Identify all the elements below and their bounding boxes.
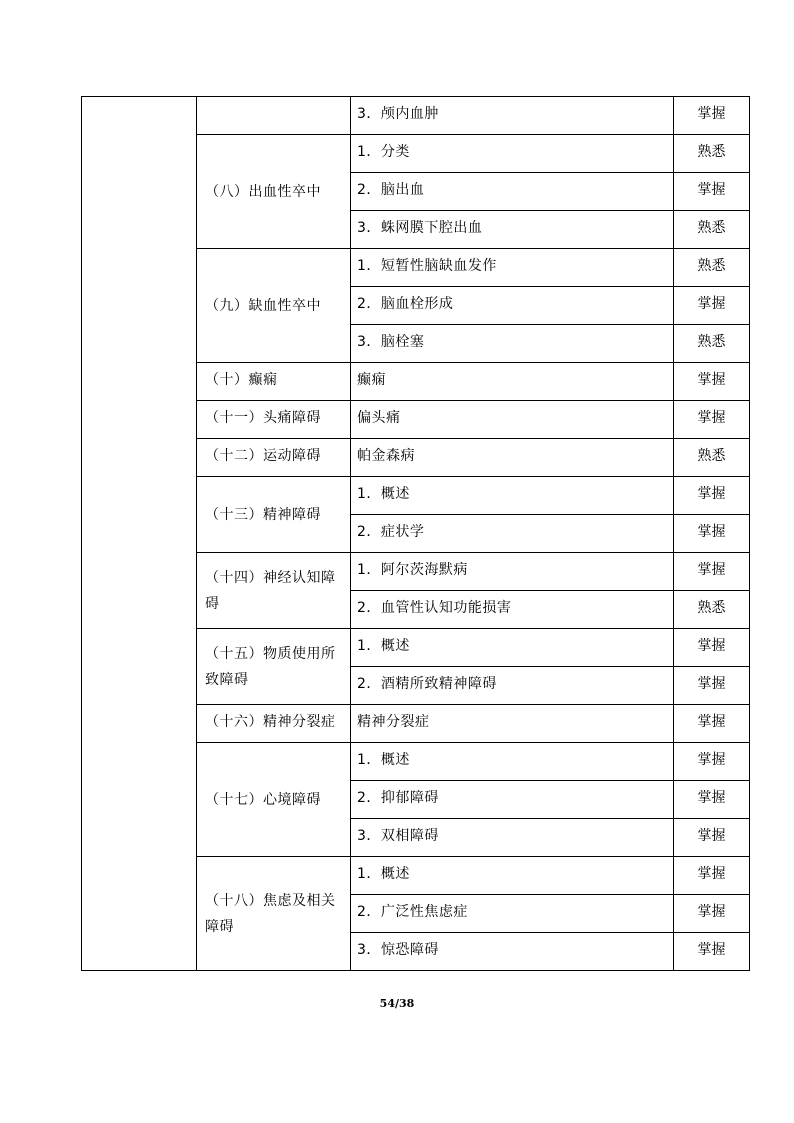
item-cell: 2．症状学 — [351, 515, 674, 553]
item-cell: 3．脑栓塞 — [351, 325, 674, 363]
level-cell: 熟悉 — [674, 439, 750, 477]
section-cell: （十六）精神分裂症 — [197, 705, 351, 743]
level-cell: 掌握 — [674, 743, 750, 781]
item-cell: 1．概述 — [351, 743, 674, 781]
item-cell: 2．抑郁障碍 — [351, 781, 674, 819]
level-cell: 熟悉 — [674, 325, 750, 363]
item-cell: 2．酒精所致精神障碍 — [351, 667, 674, 705]
section-cell: （九）缺血性卒中 — [197, 249, 351, 363]
item-cell: 精神分裂症 — [351, 705, 674, 743]
item-cell: 偏头痛 — [351, 401, 674, 439]
section-cell: （十七）心境障碍 — [197, 743, 351, 857]
level-cell: 掌握 — [674, 895, 750, 933]
section-cell: （八）出血性卒中 — [197, 135, 351, 249]
item-cell: 1．概述 — [351, 629, 674, 667]
section-cell: （十二）运动障碍 — [197, 439, 351, 477]
item-cell: 2．血管性认知功能损害 — [351, 591, 674, 629]
item-cell: 2．广泛性焦虑症 — [351, 895, 674, 933]
level-cell: 掌握 — [674, 629, 750, 667]
level-cell: 掌握 — [674, 515, 750, 553]
section-cell: （十一）头痛障碍 — [197, 401, 351, 439]
item-cell: 1．阿尔茨海默病 — [351, 553, 674, 591]
level-cell: 掌握 — [674, 477, 750, 515]
page-number: 54/38 — [379, 997, 415, 1010]
item-cell: 1．短暂性脑缺血发作 — [351, 249, 674, 287]
level-cell: 掌握 — [674, 173, 750, 211]
item-cell: 1．概述 — [351, 477, 674, 515]
section-cell — [197, 97, 351, 135]
level-cell: 掌握 — [674, 705, 750, 743]
level-cell: 掌握 — [674, 667, 750, 705]
section-cell: （十三）精神障碍 — [197, 477, 351, 553]
level-cell: 掌握 — [674, 781, 750, 819]
table-row — [82, 97, 750, 135]
level-cell: 掌握 — [674, 97, 750, 135]
item-cell: 3．颅内血肿 — [351, 97, 674, 135]
level-cell: 熟悉 — [674, 591, 750, 629]
item-cell: 2．脑血栓形成 — [351, 287, 674, 325]
level-cell: 熟悉 — [674, 211, 750, 249]
level-cell: 掌握 — [674, 819, 750, 857]
level-cell: 掌握 — [674, 287, 750, 325]
level-cell: 熟悉 — [674, 249, 750, 287]
level-cell: 熟悉 — [674, 135, 750, 173]
item-cell: 1．概述 — [351, 857, 674, 895]
section-cell: （十八）焦虑及相关障碍 — [197, 857, 351, 971]
syllabus-table — [81, 96, 750, 971]
level-cell: 掌握 — [674, 401, 750, 439]
item-cell: 2．脑出血 — [351, 173, 674, 211]
level-cell: 掌握 — [674, 363, 750, 401]
level-cell: 掌握 — [674, 933, 750, 971]
item-cell: 帕金森病 — [351, 439, 674, 477]
item-cell: 3．蛛网膜下腔出血 — [351, 211, 674, 249]
section-cell: （十四）神经认知障碍 — [197, 553, 351, 629]
item-cell: 1．分类 — [351, 135, 674, 173]
section-cell: （十五）物质使用所致障碍 — [197, 629, 351, 705]
item-cell: 3．双相障碍 — [351, 819, 674, 857]
level-cell: 掌握 — [674, 857, 750, 895]
item-cell: 癫痫 — [351, 363, 674, 401]
item-cell: 3．惊恐障碍 — [351, 933, 674, 971]
unit-column-cell — [82, 97, 197, 971]
level-cell: 掌握 — [674, 553, 750, 591]
section-cell: （十）癫痫 — [197, 363, 351, 401]
